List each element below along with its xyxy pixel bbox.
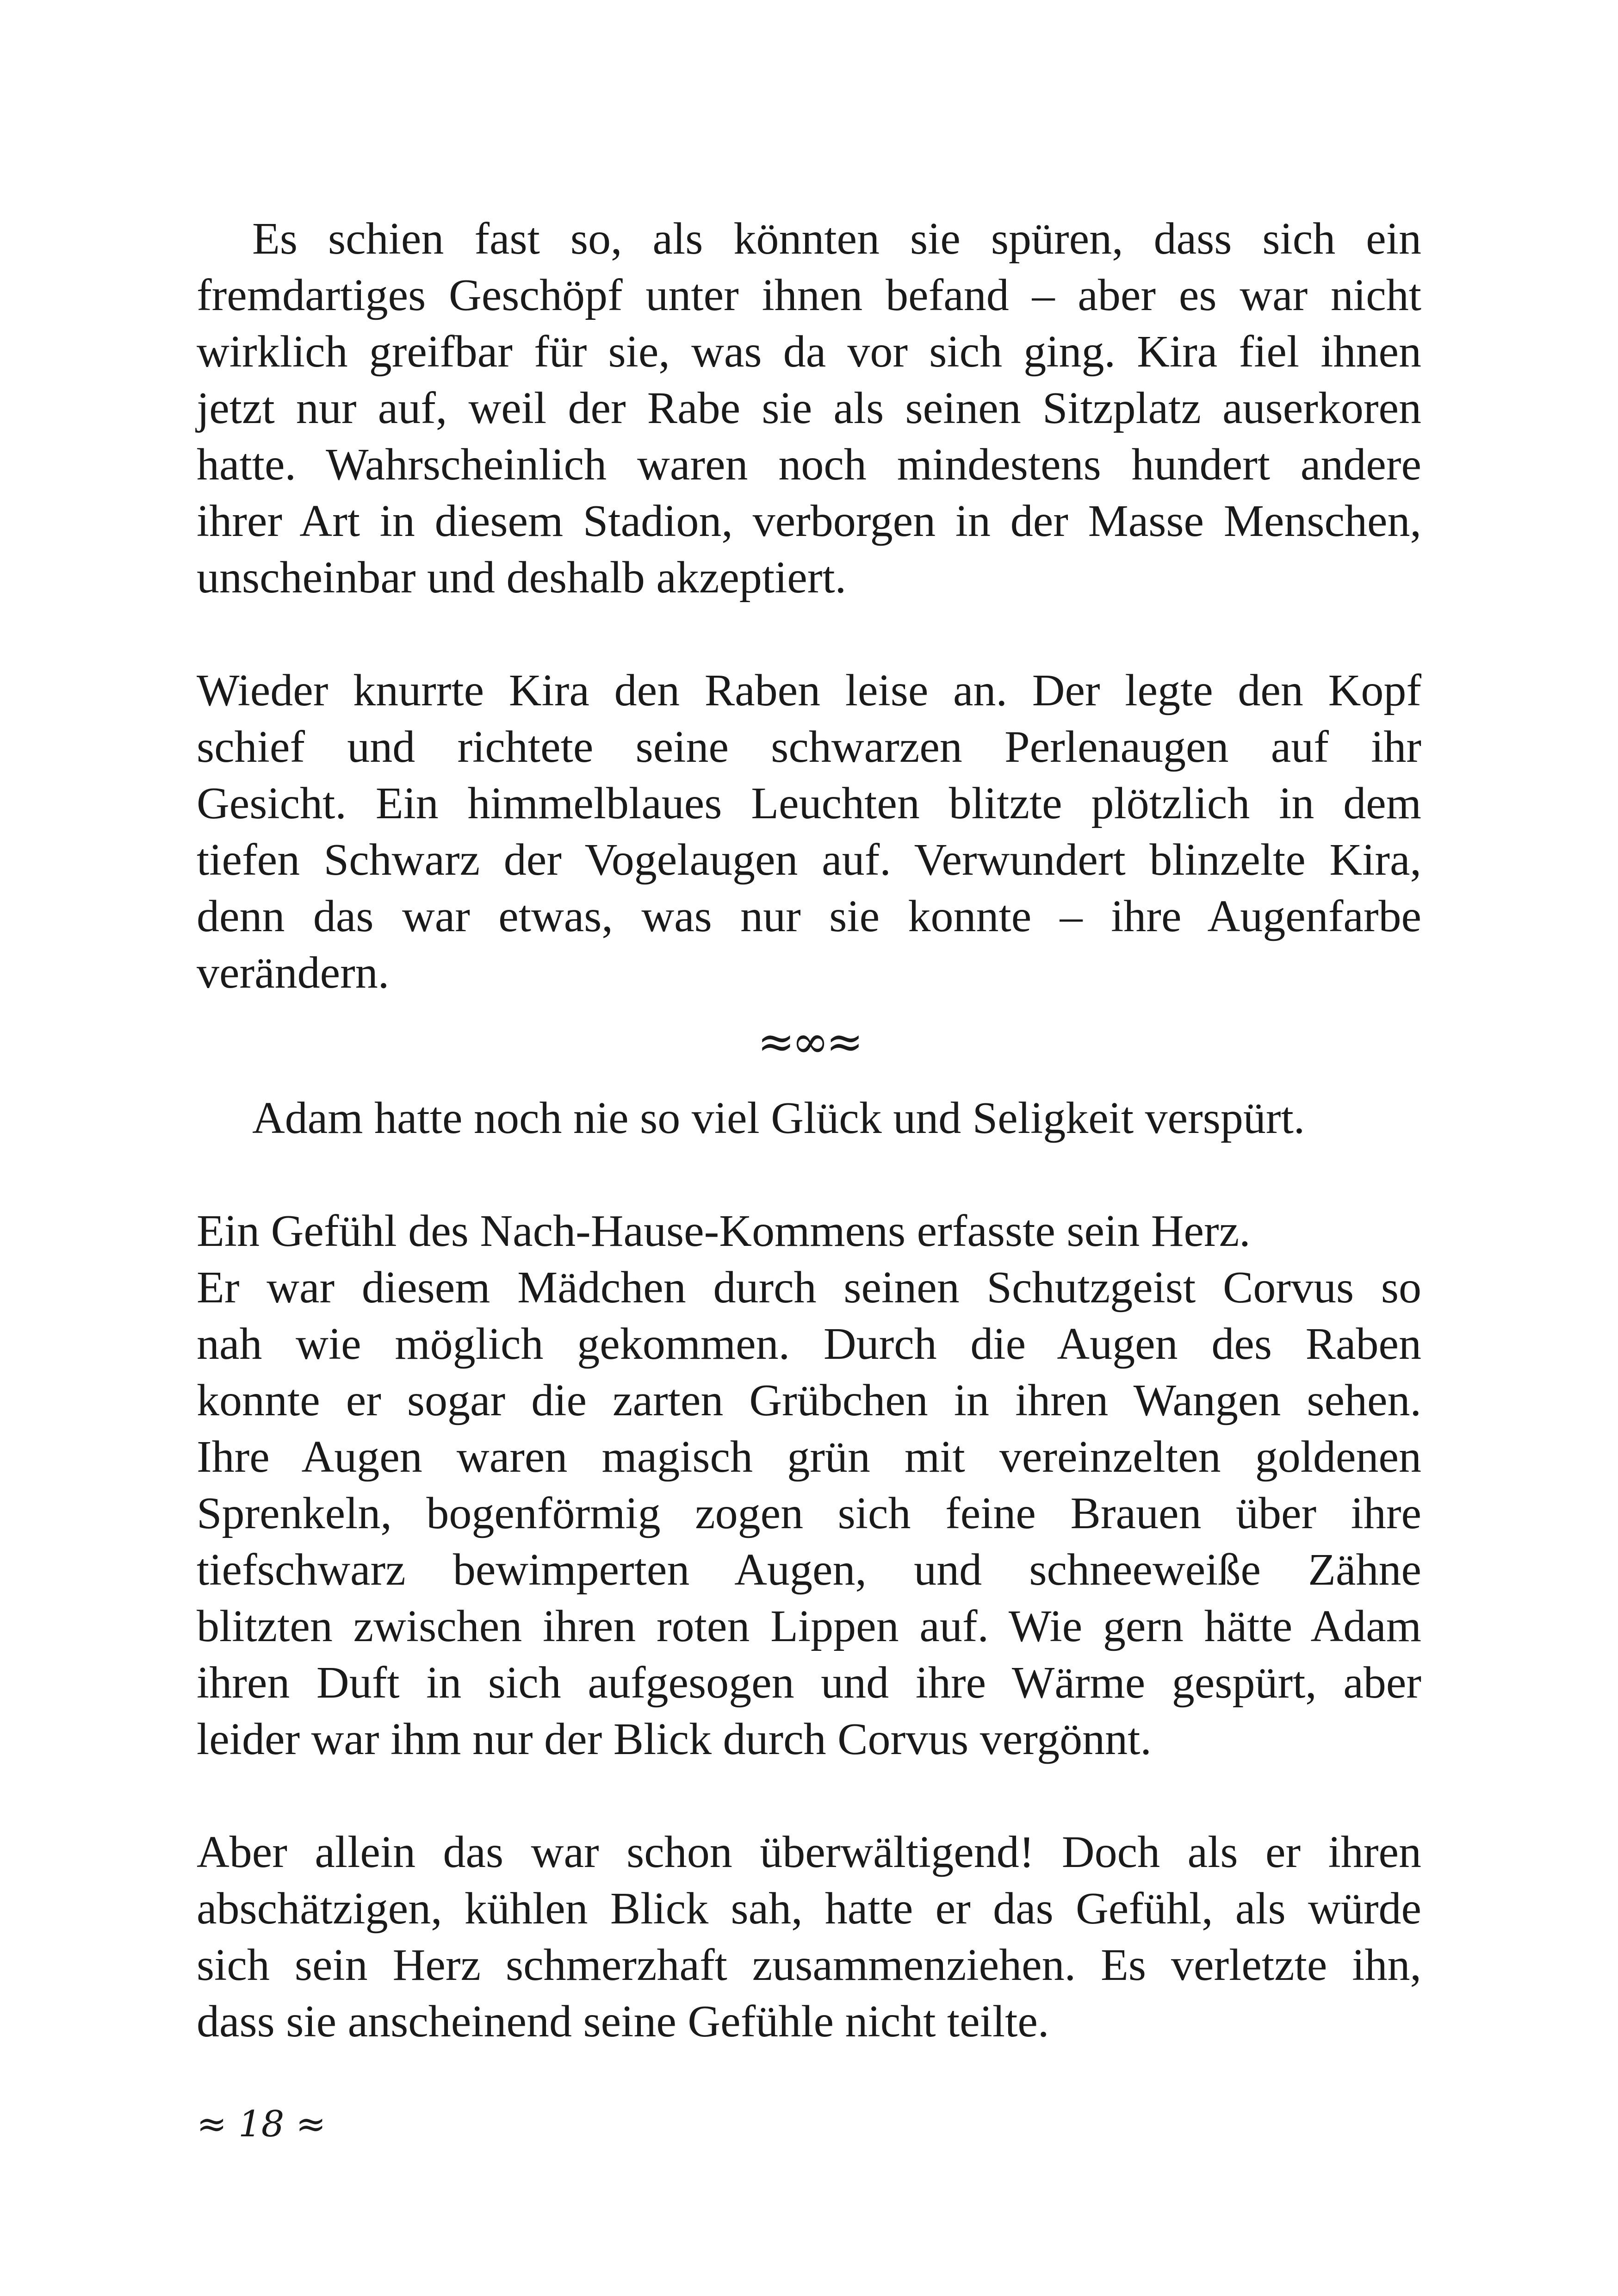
paragraph-1 xyxy=(197,211,1421,606)
paragraph-6 xyxy=(197,1824,1421,2050)
text-line: Aber allein das war schon überwältigend! Doch als er ihren xyxy=(197,1827,1421,1877)
text-line: jetzt nur auf, weil der Rabe sie als seinen Sitzplatz auserkoren xyxy=(197,383,1421,433)
text-line: konnte er sogar die zarten Grübchen in ihren Wangen sehen. xyxy=(197,1375,1421,1425)
text-block-bottom xyxy=(197,1090,1421,2050)
text-line: schief und richtete seine schwarzen Perlenaugen auf ihr xyxy=(197,722,1421,772)
paragraph-4 xyxy=(197,1203,1421,1259)
text-line: nah wie möglich gekommen. Durch die Augen des Raben xyxy=(197,1319,1421,1369)
text-line: fremdartiges Geschöpf unter ihnen befand – aber es war nicht xyxy=(197,270,1421,320)
text-block-top xyxy=(197,211,1421,1001)
paragraph-5 xyxy=(197,1259,1421,1767)
text-line: dass sie anscheinend seine Gefühle nicht teilte. xyxy=(197,1997,1049,2047)
text-line: blitzten zwischen ihren roten Lippen auf. Wie gern hätte Adam xyxy=(197,1601,1421,1651)
paragraph-3 xyxy=(197,1090,1421,1146)
section-break-ornament: ≈∞≈ xyxy=(757,1016,861,1068)
page-number: ≈ 18 ≈ xyxy=(197,2103,326,2145)
text-line: unscheinbar und deshalb akzeptiert. xyxy=(197,553,847,603)
text-line: wirklich greifbar für sie, was da vor sich ging. Kira fiel ihnen xyxy=(197,327,1421,377)
text-line: leider war ihm nur der Blick durch Corvus vergönnt. xyxy=(197,1714,1152,1764)
text-line: abschätzigen, kühlen Blick sah, hatte er das Gefühl, als würde xyxy=(197,1884,1421,1934)
text-line: Sprenkeln, bogenförmig zogen sich feine Brauen über ihre xyxy=(197,1488,1421,1538)
text-line: Adam hatte noch nie so viel Glück und Seligkeit verspürt. xyxy=(252,1093,1305,1143)
text-line: Ihre Augen waren magisch grün mit vereinzelten goldenen xyxy=(197,1432,1421,1482)
text-line: Er war diesem Mädchen durch seinen Schutzgeist Corvus so xyxy=(197,1263,1421,1313)
text-line: verändern. xyxy=(197,948,390,998)
text-line: Ein Gefühl des Nach-Hause-Kommens erfasste sein Herz. xyxy=(197,1206,1251,1256)
text-line: sich sein Herz schmerzhaft zusammenziehen. Es verletzte ihn, xyxy=(197,1940,1421,1990)
text-line: tiefen Schwarz der Vogelaugen auf. Verwundert blinzelte Kira, xyxy=(197,835,1421,885)
text-line: Wieder knurrte Kira den Raben leise an. Der legte den Kopf xyxy=(197,666,1421,716)
text-line: Es schien fast so, als könnten sie spüren, dass sich ein xyxy=(252,214,1421,264)
text-line: hatte. Wahrscheinlich waren noch mindestens hundert andere xyxy=(197,440,1421,490)
text-line: Gesicht. Ein himmelblaues Leuchten blitzte plötzlich in dem xyxy=(197,778,1421,828)
text-line: ihrer Art in diesem Stadion, verborgen in der Masse Menschen, xyxy=(197,496,1421,546)
paragraph-2 xyxy=(197,662,1421,1001)
text-line: tiefschwarz bewimperten Augen, und schneeweiße Zähne xyxy=(197,1545,1421,1595)
text-line: denn das war etwas, was nur sie konnte – ihre Augenfarbe xyxy=(197,891,1421,941)
text-line: ihren Duft in sich aufgesogen und ihre Wärme gespürt, aber xyxy=(197,1658,1421,1708)
